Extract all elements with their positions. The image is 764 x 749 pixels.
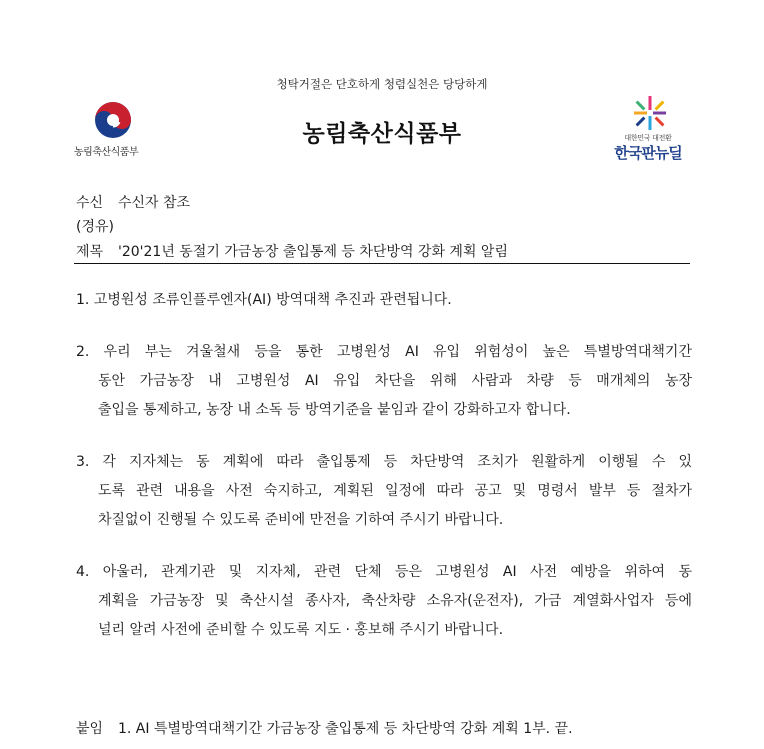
attachment-text: 1. AI 특별방역대책기간 가금농장 출입통제 등 차단방역 강화 계획 1부. 끝. [118, 721, 573, 737]
attachment-line [76, 718, 692, 738]
motto-text: 청탁거절은 단호하게 청렴실천은 당당하게 [276, 77, 488, 91]
body-item-2-line-2: 동안 가금농장 내 고병원성 AI 유입 차단을 위해 사람과 차량 등 매개체의 농장 [98, 373, 692, 389]
body-item-2-line-1: 2. 우리 부는 겨울철새 등을 통한 고병원성 AI 유입 위험성이 높은 특별방역대책기간 [76, 344, 692, 360]
body-item-3-line-2: 도록 관련 내용을 사전 숙지하고, 계획된 일정에 따라 공고 및 명령서 발부 등 절차가 [98, 483, 692, 499]
body-item-2-line-3: 출입을 통제하고, 농장 내 소독 등 방역기준을 붙임과 같이 강화하고자 합니다. [98, 402, 571, 418]
recipient-line [76, 192, 190, 212]
body-item-2 [76, 338, 692, 425]
body-item-4-line-1: 4. 아울러, 관계기관 및 지자체, 관련 단체 등은 고병원성 AI 사전 예방을 위하여 동 [76, 564, 692, 580]
recipient-value: 수신자 참조 [118, 195, 191, 211]
body-item-4-line-3: 널리 알려 사전에 준비할 수 있도록 지도 · 홍보해 주시기 바랍니다. [98, 622, 504, 638]
via-line [76, 216, 114, 236]
body-item-1-line-1: 1. 고병원성 조류인플루엔자(AI) 방역대책 추진과 관련됩니다. [76, 292, 452, 308]
body-item-3-line-1: 3. 각 지자체는 동 계획에 따라 출입통제 등 차단방역 조치가 원활하게 이행될 수 있 [76, 454, 692, 470]
body-item-4 [76, 558, 692, 645]
subject-value: '20'21년 동절기 가금농장 출입통제 등 차단방역 강화 계획 알림 [118, 244, 508, 260]
subject-line [76, 241, 508, 261]
body-item-4-line-2: 계획을 가금농장 및 축산시설 종사자, 축산차량 소유자(운전자), 가금 계열화사업자 등에 [98, 593, 692, 609]
body-item-3 [76, 448, 692, 535]
new-deal-title: 한국판뉴딜 [614, 144, 682, 162]
body-item-3-line-3: 차질없이 진행될 수 있도록 준비에 만전을 기하여 주시기 바랍니다. [98, 512, 504, 528]
korean-new-deal-logo [608, 96, 688, 166]
recipient-label: 수신 [76, 195, 104, 211]
subject-label: 제목 [76, 244, 104, 260]
new-deal-subtitle: 대한민국 대전환 [624, 134, 672, 142]
page-title: 농림축산식품부 [302, 121, 462, 147]
via-label: (경유) [76, 219, 114, 235]
body-item-1 [76, 286, 692, 315]
attachment-label: 붙임 [76, 721, 104, 737]
new-deal-star-icon [634, 96, 666, 130]
ministry-logo-label: 농림축산식품부 [74, 147, 139, 158]
subject-divider [74, 263, 690, 264]
